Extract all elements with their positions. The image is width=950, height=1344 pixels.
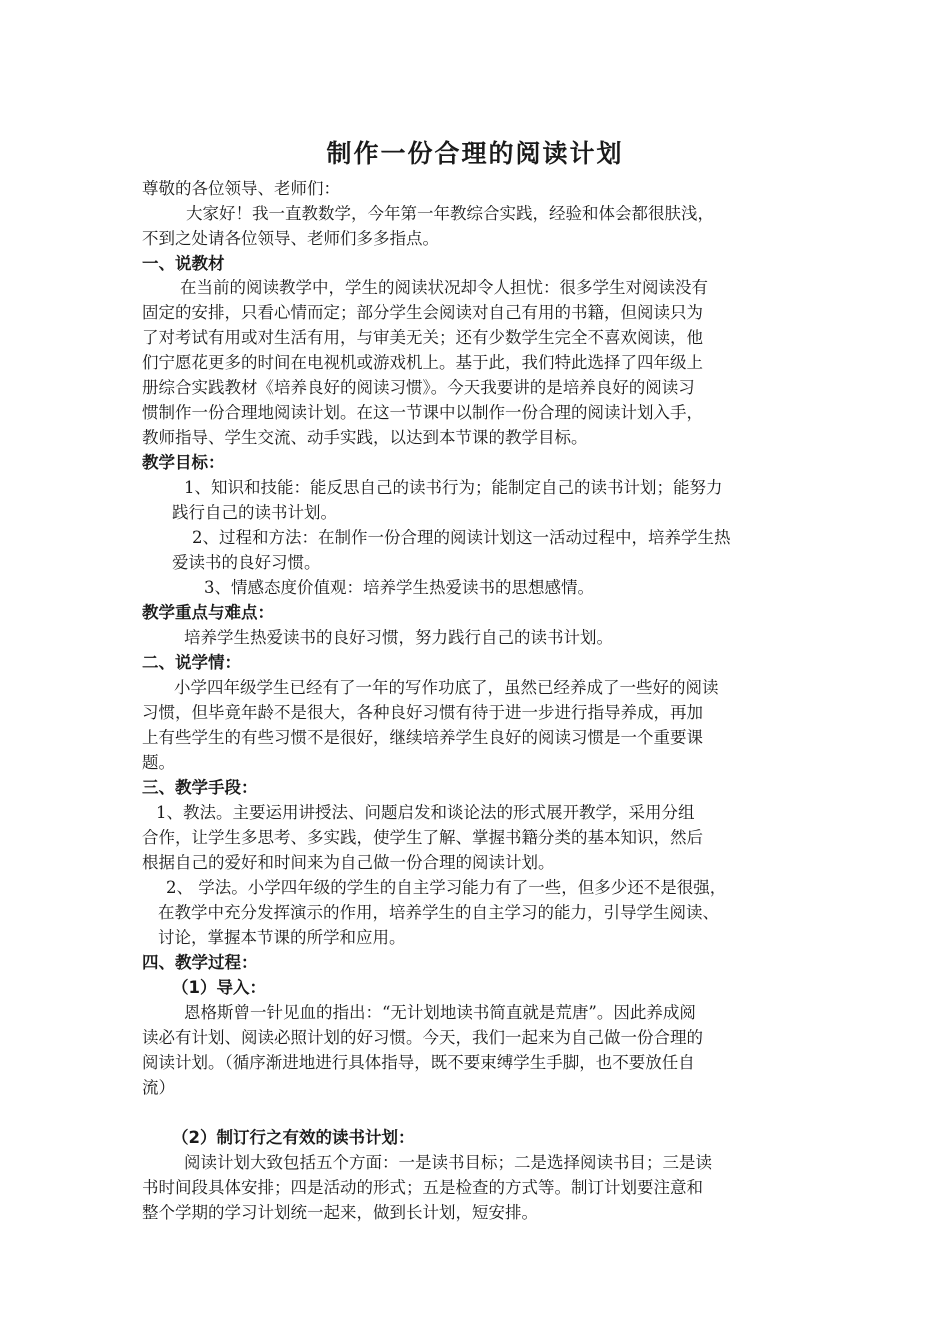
paragraph-line: 整个学期的学习计划统一起来，做到长计划，短安排。 — [142, 1203, 538, 1222]
paragraph-line: 合作，让学生多思考、多实践，使学生了解、掌握书籍分类的基本知识，然后 — [142, 828, 703, 847]
paragraph-line: 流） — [142, 1078, 175, 1097]
paragraph-line: 小学四年级学生已经有了一年的写作功底了，虽然已经养成了一些好的阅读 — [174, 678, 719, 697]
greeting: 尊敬的各位领导、老师们： — [142, 179, 340, 198]
paragraph-line: 爱读书的良好习惯。 — [172, 553, 321, 572]
paragraph-line: 培养学生热爱读书的良好习惯，努力践行自己的读书计划。 — [184, 628, 613, 647]
paragraph-line: 们宁愿花更多的时间在电视机或游戏机上。基于此，我们特此选择了四年级上 — [142, 353, 703, 372]
paragraph-line: 读必有计划、阅读必照计划的好习惯。今天，我们一起来为自己做一份合理的 — [142, 1028, 703, 1047]
section-heading: 教学目标： — [142, 453, 225, 472]
paragraph-line: 书时间段具体安排；四是活动的形式；五是检查的方式等。制订计划要注意和 — [142, 1178, 703, 1197]
paragraph-line: 阅读计划。（循序渐进地进行具体指导，既不要束缚学生手脚，也不要放任自 — [142, 1053, 695, 1072]
subsection-heading: （1）导入： — [172, 978, 266, 997]
paragraph-line: 大家好！我一直教数学，今年第一年教综合实践，经验和体会都很肤浅， — [186, 204, 714, 223]
paragraph-line: 2、 学法。小学四年级的学生的自主学习能力有了一些，但多少还不是很强， — [166, 878, 727, 897]
paragraph-line: 在教学中充分发挥演示的作用，培养学生的自主学习的能力，引导学生阅读、 — [158, 903, 719, 922]
paragraph-line: 根据自己的爱好和时间来为自己做一份合理的阅读计划。 — [142, 853, 555, 872]
section-heading: 三、教学手段： — [142, 778, 258, 797]
paragraph-line: 教师指导、学生交流、动手实践，以达到本节课的教学目标。 — [142, 428, 588, 447]
section-heading: 教学重点与难点： — [142, 603, 274, 622]
paragraph-line: 固定的安排，只看心情而定；部分学生会阅读对自己有用的书籍，但阅读只为 — [142, 303, 703, 322]
document-title: 制作一份合理的阅读计划 — [326, 139, 624, 168]
paragraph-line: 践行自己的读书计划。 — [172, 503, 337, 522]
paragraph-line: 题。 — [142, 753, 175, 772]
paragraph-line: 1、知识和技能：能反思自己的读书行为；能制定自己的读书计划；能努力 — [184, 478, 723, 497]
section-heading: 四、教学过程： — [142, 953, 258, 972]
paragraph-line: 1、教法。主要运用讲授法、问题启发和谈论法的形式展开教学，采用分组 — [156, 803, 695, 822]
subsection-heading: （2）制订行之有效的读书计划： — [172, 1128, 415, 1147]
paragraph-line: 阅读计划大致包括五个方面：一是读书目标；二是选择阅读书目；三是读 — [184, 1153, 712, 1172]
paragraph-line: 上有些学生的有些习惯不是很好，继续培养学生良好的阅读习惯是一个重要课 — [142, 728, 703, 747]
paragraph-line: 恩格斯曾一针见血的指出：“无计划地读书简直就是荒唐”。因此养成阅 — [184, 1003, 696, 1022]
paragraph-line: 2、过程和方法：在制作一份合理的阅读计划这一活动过程中，培养学生热 — [192, 528, 731, 547]
paragraph-line: 3、情感态度价值观：培养学生热爱读书的思想感情。 — [204, 578, 594, 597]
paragraph-line: 不到之处请各位领导、老师们多多指点。 — [142, 229, 439, 248]
paragraph-line: 惯制作一份合理地阅读计划。在这一节课中以制作一份合理的阅读计划入手， — [142, 403, 703, 422]
section-heading: 二、说学情： — [142, 653, 241, 672]
paragraph-line: 在当前的阅读教学中，学生的阅读状况却令人担忧：很多学生对阅读没有 — [180, 278, 708, 297]
paragraph-line: 册综合实践教材《培养良好的阅读习惯》。今天我要讲的是培养良好的阅读习 — [142, 378, 695, 397]
paragraph-line: 讨论，掌握本节课的所学和应用。 — [158, 928, 406, 947]
paragraph-line: 习惯，但毕竟年龄不是很大，各种良好习惯有待于进一步进行指导养成，再加 — [142, 703, 703, 722]
section-heading: 一、说教材 — [142, 254, 225, 273]
paragraph-line: 了对考试有用或对生活有用，与审美无关；还有少数学生完全不喜欢阅读，他 — [142, 328, 703, 347]
